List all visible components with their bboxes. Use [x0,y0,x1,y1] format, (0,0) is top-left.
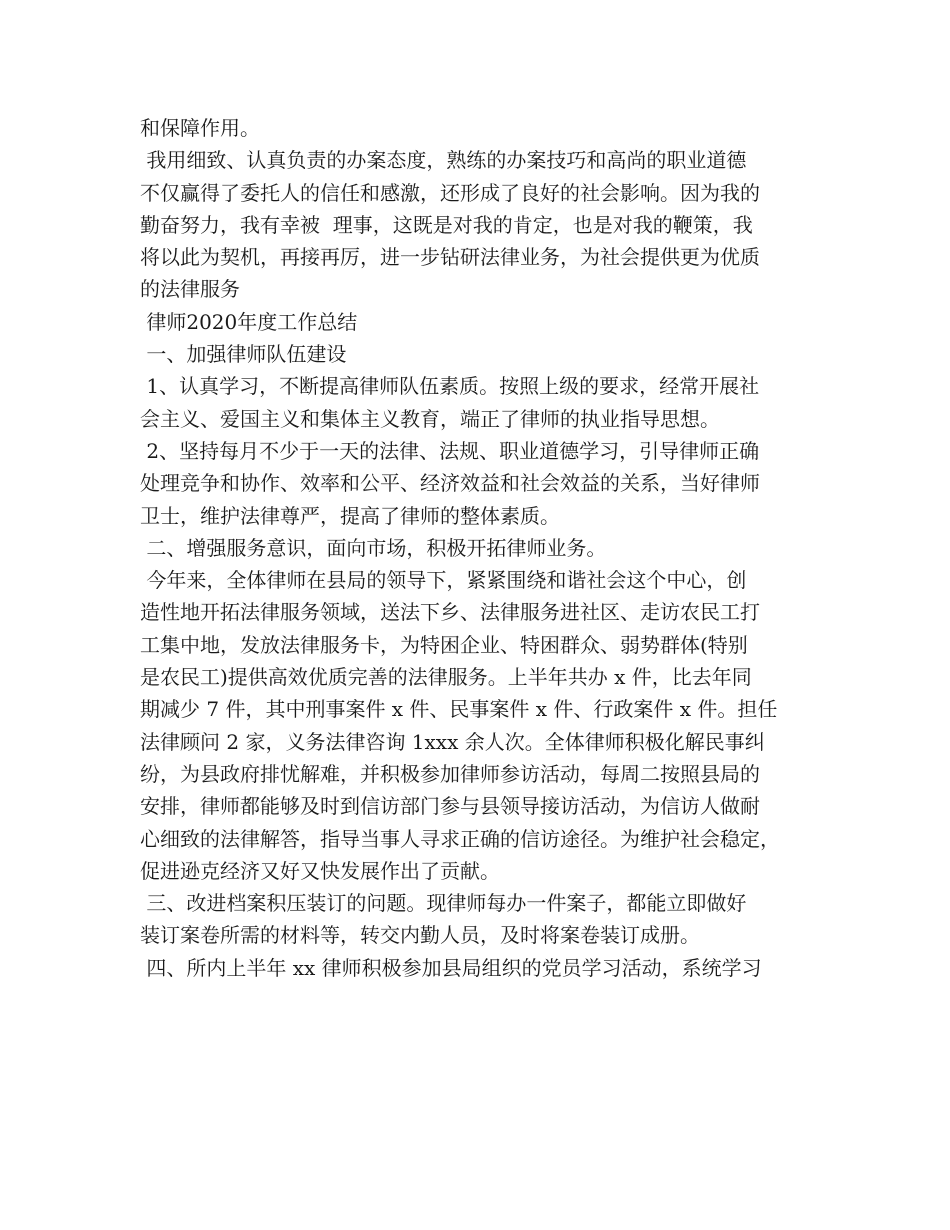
text-line: 卫士，维护法律尊严，提高了律师的整体素质。 [140,503,560,528]
text-line: 法律顾问 2 家，义务法律咨询 1xxx 余人次。全体律师积极化解民事纠 [140,729,765,754]
text-line: 1、认真学习，不断提高律师队伍素质。按照上级的要求，经常开展社 [140,374,760,399]
section-title: 律师2020年度工作总结 [140,309,358,334]
text-line: 心细致的法律解答，指导当事人寻求正确的信访途径。为维护社会稳定， [140,826,780,851]
text-line: 纷，为县政府排忧解难，并积极参加律师参访活动，每周二按照县局的 [140,761,760,786]
section-heading: 一、加强律师队伍建设 [140,342,347,367]
text-line: 2、坚持每月不少于一天的法律、法规、职业道德学习，引导律师正确 [140,438,760,463]
text-line: 造性地开拓法律服务领域，送法下乡、法律服务进社区、走访农民工打 [140,600,760,625]
text-line: 和保障作用。 [140,116,260,140]
text-line: 会主义、爱国主义和集体主义教育，端正了律师的执业指导思想。 [140,406,720,431]
text-line: 我用细致、认真负责的办案态度，熟练的办案技巧和高尚的职业道德 [140,148,747,173]
text-line: 安排，律师都能够及时到信访部门参与县领导接访活动，为信访人做耐 [140,794,760,819]
text-line: 期减少 7 件，其中刑事案件 x 件、民事案件 x 件、行政案件 x 件。担任 [140,697,778,722]
text-line: 促进逊克经济又好又快发展作出了贡献。 [140,858,500,883]
section-heading: 三、改进档案积压装订的问题。现律师每办一件案子，都能立即做好 [140,891,747,916]
text-line: 的法律服务 [140,277,240,302]
text-line: 不仅赢得了委托人的信任和感激，还形成了良好的社会影响。因为我的 [140,180,760,205]
text-line: 处理竞争和协作、效率和公平、经济效益和社会效益的关系，当好律师 [140,471,760,496]
text-line: 勤奋努力，我有幸被 理事，这既是对我的肯定，也是对我的鞭策，我 [140,212,753,237]
text-line: 工集中地，发放法律服务卡，为特困企业、特困群众、弱势群体(特别 [140,632,748,657]
text-line: 今年来，全体律师在县局的领导下，紧紧围绕和谐社会这个中心，创 [140,568,747,593]
section-heading: 二、增强服务意识，面向市场，积极开拓律师业务。 [140,535,607,560]
text-line: 装订案卷所需的材料等，转交内勤人员，及时将案卷装订成册。 [140,923,700,948]
section-heading: 四、所内上半年 xx 律师积极参加县局组织的党员学习活动，系统学习 [140,955,762,980]
text-line: 是农民工)提供高效优质完善的法律服务。上半年共办 x 件，比去年同 [140,665,752,690]
text-line: 将以此为契机，再接再厉，进一步钻研法律业务，为社会提供更为优质 [140,245,760,270]
document-page [140,112,830,984]
